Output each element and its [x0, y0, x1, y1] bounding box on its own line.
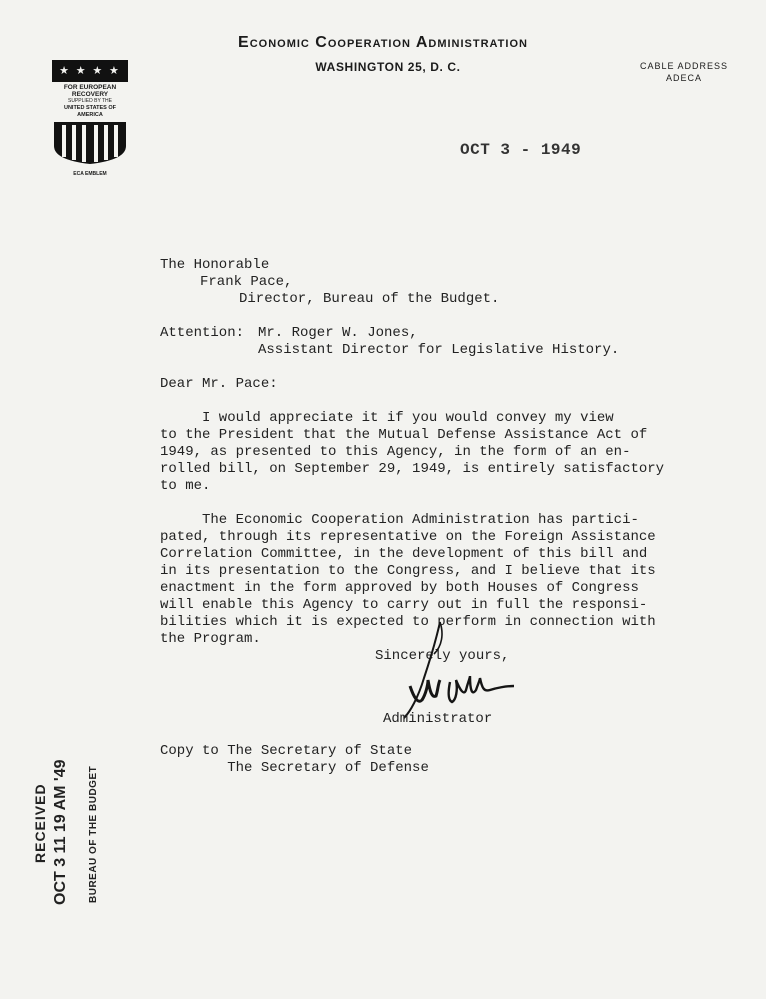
paragraph-2-line: The Economic Cooperation Administration has partici-: [160, 512, 639, 528]
stamp-bureau: BUREAU OF THE BUDGET: [88, 765, 99, 903]
paragraph-1-line: to me.: [160, 478, 211, 494]
signer-title: Administrator: [383, 711, 493, 727]
date-stamp: OCT 3 - 1949: [460, 141, 582, 159]
addressee-line-1: The Honorable: [160, 257, 270, 273]
emblem-line-2: SUPPLIED BY THE: [68, 98, 112, 104]
paragraph-1-line: I would appreciate it if you would convey my view: [160, 410, 614, 426]
paragraph-2-line: the Program.: [160, 631, 261, 647]
paragraph-2-line: Correlation Committee, in the development of this bill and: [160, 546, 648, 562]
paragraph-2-line: enactment in the form approved by both Houses of Congress: [160, 580, 639, 596]
letterhead-address: WASHINGTON 25, D. C.: [315, 60, 461, 74]
emblem-text: [52, 84, 128, 119]
eca-emblem: [52, 60, 132, 177]
received-stamp: [32, 745, 138, 915]
signature: [396, 620, 526, 720]
paragraph-1-line: rolled bill, on September 29, 1949, is entirely satisfactory: [160, 461, 665, 477]
addressee-line-3: Director, Bureau of the Budget.: [239, 291, 500, 307]
salutation: Dear Mr. Pace:: [160, 376, 278, 392]
letterhead-org: Economic Cooperation Administration: [238, 34, 528, 51]
emblem-line-1: FOR EUROPEAN RECOVERY: [63, 84, 117, 98]
stamp-received: RECEIVED: [32, 783, 48, 863]
paragraph-1-line: to the President that the Mutual Defense Assistance Act of: [160, 427, 648, 443]
cable-address: [640, 60, 728, 84]
attention-title: Assistant Director for Legislative History.: [258, 342, 620, 358]
attention-name: Mr. Roger W. Jones,: [258, 325, 418, 341]
copy-line-2: The Secretary of Defense: [160, 760, 429, 776]
paragraph-2-line: will enable this Agency to carry out in full the responsi-: [160, 597, 648, 613]
stars-icon: ★ ★ ★ ★: [52, 60, 128, 82]
paragraph-2-line: pated, through its representative on the Foreign Assistance: [160, 529, 656, 545]
addressee-line-2: Frank Pace,: [200, 274, 293, 290]
closing: Sincerely yours,: [375, 648, 510, 664]
copy-line-1: Copy to The Secretary of State: [160, 743, 413, 759]
paragraph-2-line: bilities which it is expected to perform in connection with: [160, 614, 656, 630]
attention-label: Attention:: [160, 325, 245, 341]
stamp-date: OCT 3 11 19 AM '49: [52, 759, 69, 905]
cable-address-label: CABLE ADDRESS: [639, 61, 728, 71]
paragraph-2-line: in its presentation to the Congress, and I believe that its: [160, 563, 656, 579]
shield-icon: [52, 122, 128, 164]
emblem-line-3: UNITED STATES OF AMERICA: [63, 105, 117, 118]
paragraph-1-line: 1949, as presented to this Agency, in the form of an en-: [160, 444, 631, 460]
cable-address-code: ADECA: [665, 73, 702, 83]
emblem-caption: ECA EMBLEM: [73, 171, 107, 177]
